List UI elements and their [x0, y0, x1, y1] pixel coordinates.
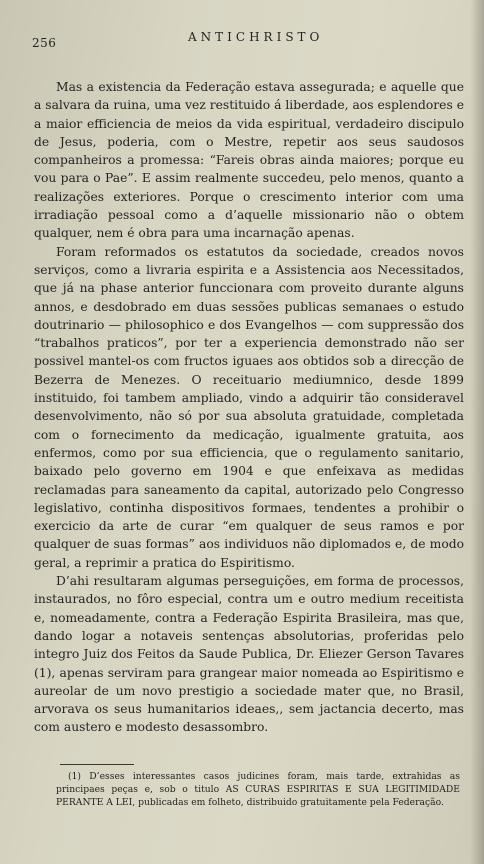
paragraph: Foram reformados os estatutos da sociedade, creados novos serviços, como a livraria espirita e a Assistencia aos Necessitados, que já na phase anterior funccionara com proveito durante alguns annos, e desdobrado em duas sessões publicas semanaes o estudo doutrinario — philosophico e dos Evangelhos — com suppressão dos “trabalhos praticos”, por ter a experiencia demonstrado não ser possivel mantel-os com fructos iguaes aos obtidos sob a direcção de Bezerra de Menezes. O receituario mediumnico, desde 1899 instituido, foi tambem ampliado, vindo a adquirir tão consideravel desenvolvimento, não só por sua absoluta gratuidade, completada com o fornecimento da medicação, igualmente gratuita, aos enfermos, como por sua efficiencia, que o regulamento sanitario, baixado pelo governo em 1904 e que enfeixava as medidas reclamadas para saneamento da capital, autorizado pelo Congresso legislativo, continha dispositivos formaes, tendentes a prohibir o exercicio da arte de curar “em qualquer de seus ramos e por qualquer de suas formas” aos individuos não diplomados e, de modo geral, a reprimir a pratica do Espiritismo.	[34, 244, 464, 570]
footnote: (1) D’esses interessantes casos judicines foram, mais tarde, extrahidas as principaes peças e, sob o titulo AS CURAS ESPIRITAS E SUA LEGITIMIDADE PERANTE A LEI, publicadas em folheto, distribuido gratuitamente pela Federação.	[56, 771, 460, 809]
paragraph: D’ahi resultaram algumas perseguições, em forma de processos, instaurados, no fôro especial, contra um e outro medium receitista e, nomeadamente, contra a Federação Espirita Brasileira, mas que, dando logar a notaveis sentenças absolutorias, proferidas pelo integro Juiz dos Feitos da Saude Publica, Dr. Eliezer Gerson Tavares (1), apenas serviram para grangear maior nomeada ao Espiritismo e aureolar de um novo prestigio a sociedade mater que, no Brasil, arvorava os seus humanitarios ideaes,, sem jactancia decerto, mas com austero e modesto desassombro.	[34, 574, 464, 735]
page-edge-shadow	[470, 0, 484, 864]
page-header	[28, 30, 464, 50]
body-text	[34, 78, 464, 737]
page-number: 256	[32, 36, 57, 50]
paragraph: Mas a existencia da Federação estava assegurada; e aquelle que a salvara da ruina, uma vez restituido á liberdade, aos esplendores e a maior efficiencia de meios da vida espiritual, verdadeiro discipulo de Jesus, poderia, com o Mestre, repetir aos seus saudosos companheiros a promessa: “Fareis obras ainda maiores; porque eu vou para o Pae”. E assim realmente succedeu, pelo menos, quanto a realizações exteriores. Porque o crescimento interior com uma irradiação pessoal como a d’aquelle missionario não o obtem qualquer, nem é obra para uma incarnação apenas.	[34, 80, 464, 241]
running-title: ANTICHRISTO	[188, 30, 324, 44]
footnote-divider	[60, 764, 134, 765]
